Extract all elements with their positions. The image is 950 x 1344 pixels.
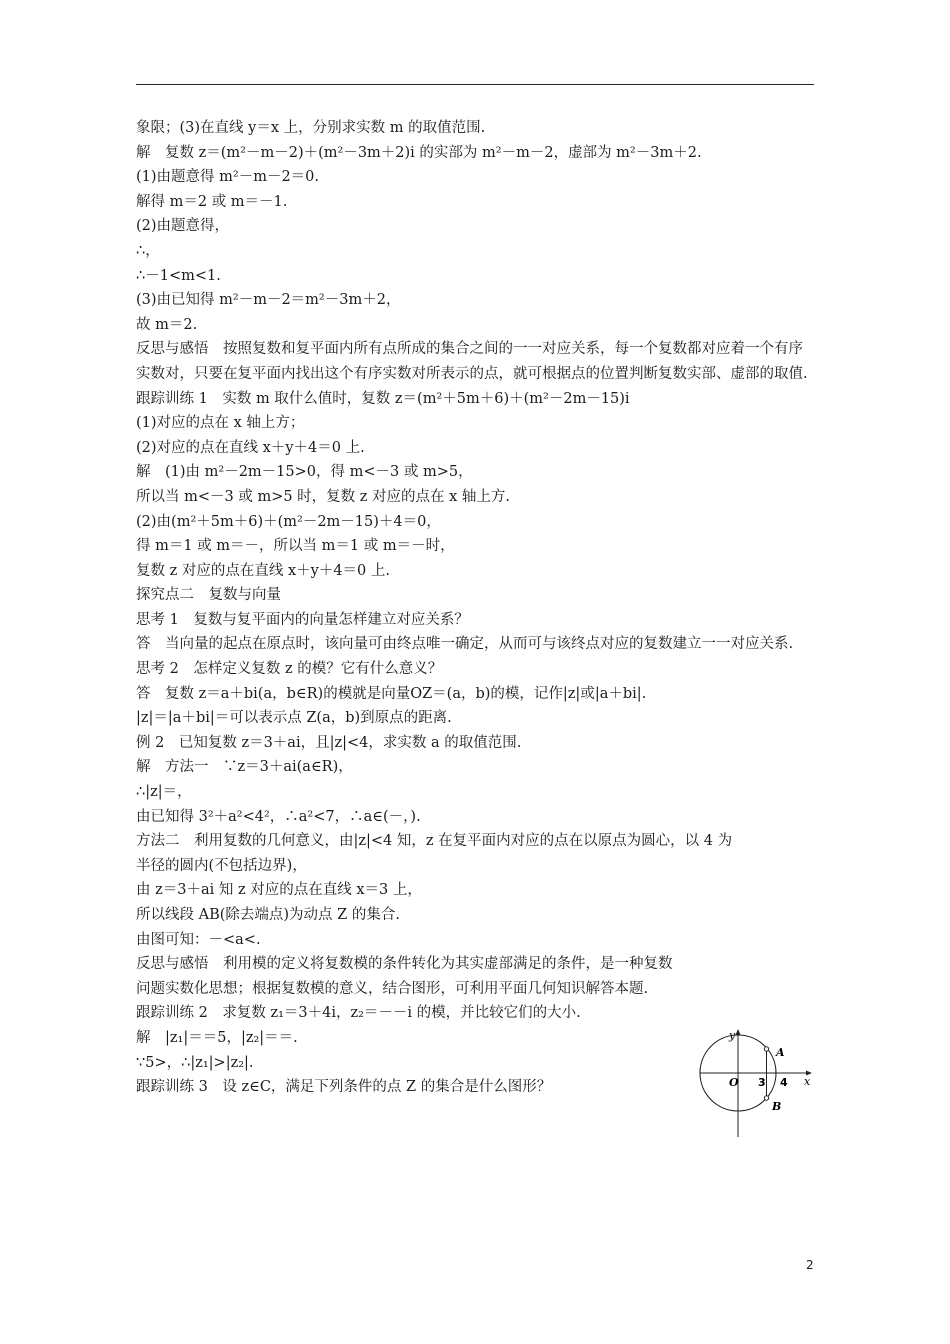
text-line: 所以当 m<－3 或 m>5 时，复数 z 对应的点在 x 轴上方. [136,488,511,505]
origin-label: O [729,1076,739,1089]
text-line: 解 方法一 ∵z＝3＋ai(a∈R)， [136,759,353,776]
point-b-marker [764,1096,768,1100]
text-line: (2)由(m²＋5m＋6)＋(m²－2m－15)＋4＝0， [136,513,441,530]
text-line: 半径的圆内(不包括边界)， [136,857,307,874]
text-line: 跟踪训练 1 实数 m 取什么值时，复数 z＝(m²＋5m＋6)＋(m²－2m－15)i [136,390,630,407]
text-line: (2)由题意得， [136,218,230,235]
reflection-paragraph: 反思与感悟 利用模的定义将复数模的条件转化为其实虚部满足的条件，是一种复数问题实数化思想；根据复数模的意义，结合图形，可利用平面几何知识解答本题. [136,956,673,997]
text-line: ∴， [136,242,160,259]
text-line: (3)由已知得 m²－m－2＝m²－3m＋2， [136,292,401,309]
point-b-label: B [772,1100,782,1113]
text-line: 跟踪训练 3 设 z∈C，满足下列条件的点 Z 的集合是什么图形？ [136,1079,552,1096]
text-line: (1)由题意得 m²－m－2＝0. [136,169,320,186]
text-line: 思考 2 怎样定义复数 z 的模？它有什么意义？ [136,661,443,678]
tick-4-label: 4 [780,1076,788,1089]
text-line: 复数 z 对应的点在直线 x＋y＋4＝0 上. [136,562,391,579]
text-line: 解得 m＝2 或 m＝－1. [136,193,288,210]
text-line: 答 复数 z＝a＋bi(a，b∈R)的模就是向量OZ＝(a，b)的模，记作|z|或|a＋bi|. [136,685,647,702]
page-number: 2 [806,1258,814,1272]
text-line: 解 (1)由 m²－2m－15>0，得 m<－3 或 m>5， [136,464,473,481]
text-line: 所以线段 AB(除去端点)为动点 Z 的集合. [136,907,400,923]
text-line: (2)对应的点在直线 x＋y＋4＝0 上. [136,439,365,456]
x-axis-label: x [804,1075,811,1088]
text-line: 例 2 已知复数 z＝3＋ai，且|z|<4，求实数 a 的取值范围. [136,734,522,751]
text-line: ∴|z|＝， [136,784,192,801]
circle-diagram [694,1029,818,1139]
text-line: ∴－1<m<1. [136,267,221,284]
text-line: 由已知得 3²＋a²<4²，∴a²<7，∴a∈(－，). [136,808,421,825]
point-a-marker [764,1047,768,1051]
section-heading: 探究点二 复数与向量 [136,587,281,604]
text-line: ∵5>，∴|z₁|>|z₂|. [136,1054,254,1071]
text-line: 思考 1 复数与复平面内的向量怎样建立对应关系？ [136,611,469,628]
text-line: 方法二 利用复数的几何意义，由|z|<4 知，z 在复平面内对应的点在以原点为圆心，以 4 为 [136,833,733,850]
text-line: 解 |z₁|＝＝5，|z₂|＝＝. [136,1029,298,1046]
text-line: 由 z＝3＋ai 知 z 对应的点在直线 x＝3 上， [136,882,422,899]
text-line: 得 m＝1 或 m＝－，所以当 m＝1 或 m＝－时， [136,538,455,555]
page-body [136,116,816,1100]
text-line: 故 m＝2. [136,316,198,333]
text-line: |z|＝|a＋bi|＝可以表示点 Z(a，b)到原点的距离. [136,710,452,727]
y-axis-arrow [736,1029,741,1035]
tick-3-label: 3 [758,1076,766,1089]
header-rule [136,84,814,85]
point-a-label: A [776,1046,785,1059]
text-line: (1)对应的点在 x 轴上方； [136,415,305,432]
text-line: 象限；(3)在直线 y＝x 上，分别求实数 m 的取值范围. [136,120,486,136]
answer-paragraph: 答 当向量的起点在原点时，该向量可由终点唯一确定，从而可与该终点对应的复数建立一一对应关系. [136,636,794,653]
text-line: 解 复数 z＝(m²－m－2)＋(m²－3m＋2)i 的实部为 m²－m－2，虚部为 m²－3m＋2. [136,144,702,161]
text-line: 跟踪训练 2 求复数 z₁＝3＋4i，z₂＝－－i 的模，并比较它们的大小. [136,1005,581,1022]
text-line: 由图可知：－<a<. [136,931,261,948]
reflection-paragraph: 反思与感悟 按照复数和复平面内所有点所成的集合之间的一一对应关系，每一个复数都对应着一个有序实数对，只要在复平面内找出这个有序实数对所表示的点，就可根据点的位置判断复数实部、虚部的取值. [136,341,808,382]
y-axis-label: y [729,1029,736,1042]
